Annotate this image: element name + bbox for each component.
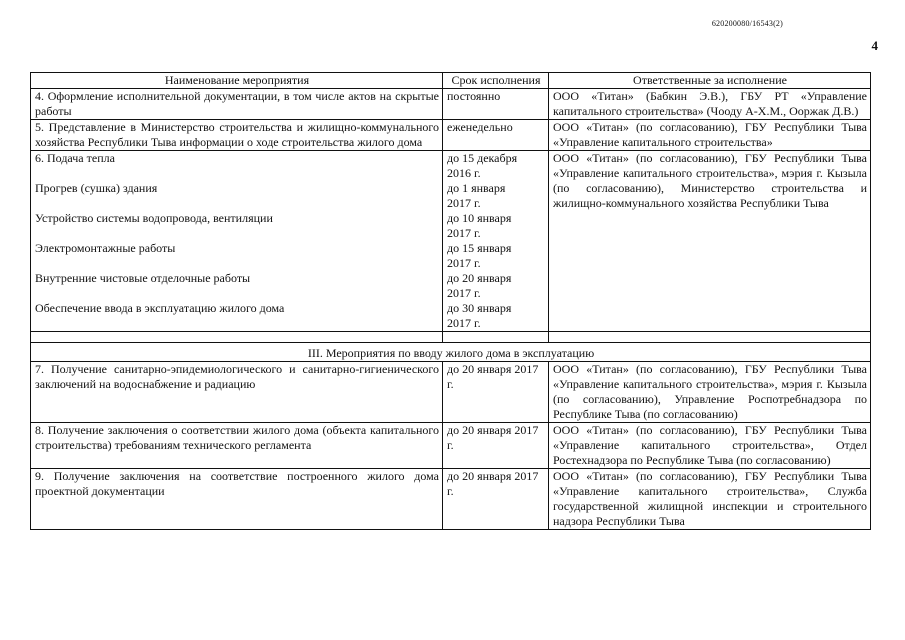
page-number: 4 — [871, 38, 878, 53]
measure-term: до 20 января — [447, 271, 512, 285]
measure-name: Электромонтажные работы — [35, 241, 176, 255]
column-header-responsible: Ответственные за исполнение — [549, 73, 871, 89]
measure-name: Прогрев (сушка) здания — [35, 181, 158, 195]
measure-responsible: ООО «Титан» (по согласованию), ГБУ Республики Тыва «Управление капитального строительства», Отдел Ростехнадзора по Республике Тыва (по согласованию) — [549, 423, 871, 469]
measure-term: до 30 января — [447, 301, 512, 315]
table-row — [31, 362, 871, 423]
section-heading: III. Мероприятия по вводу жилого дома в эксплуатацию — [31, 343, 871, 362]
measure-name: Обеспечение ввода в эксплуатацию жилого дома — [35, 301, 285, 315]
measure-name: Устройство системы водопровода, вентиляции — [35, 211, 273, 225]
measure-term: до 20 января 2017 г. — [443, 423, 549, 469]
spacer-row — [31, 332, 871, 343]
measure-name-list — [31, 151, 443, 332]
measure-term: постоянно — [443, 89, 549, 120]
table-row — [31, 469, 871, 530]
measure-responsible: ООО «Титан» (по согласованию), ГБУ Республики Тыва «Управление капитального строительства», Служба государственной жилищной инспекции и строительного надзора Республики Тыва — [549, 469, 871, 530]
measure-term: 2017 г. — [447, 286, 481, 300]
measure-term: 2017 г. — [447, 316, 481, 330]
measure-name: 6. Подача тепла — [35, 151, 115, 165]
measure-term: до 15 декабря — [447, 151, 518, 165]
measure-term: 2017 г. — [447, 256, 481, 270]
measures-table — [30, 72, 871, 530]
column-header-term: Срок исполнения — [443, 73, 549, 89]
spacer-cell — [549, 332, 871, 343]
measure-name: Внутренние чистовые отделочные работы — [35, 271, 251, 285]
table-row — [31, 120, 871, 151]
measure-name: 5. Представление в Министерство строительства и жилищно-коммунального хозяйства Республики Тыва информации о ходе строительства жилого дома — [31, 120, 443, 151]
measure-responsible: ООО «Титан» (по согласованию), ГБУ Республики Тыва «Управление капитального строительства», мэрия г. Кызыла (по согласованию), Министерство строительства и жилищно-коммунального хозяйства Республики Тыва — [549, 151, 871, 332]
measure-term: до 15 января — [447, 241, 512, 255]
measure-responsible: ООО «Титан» (по согласованию), ГБУ Республики Тыва «Управление капитального строительства» — [549, 120, 871, 151]
measure-term: до 1 января — [447, 181, 506, 195]
measure-term: до 10 января — [447, 211, 512, 225]
spacer-cell — [31, 332, 443, 343]
measure-name: 9. Получение заключения на соответствие построенного жилого дома проектной документации — [31, 469, 443, 530]
table-header-row — [31, 73, 871, 89]
table-row — [31, 89, 871, 120]
document-number: 620200080/16543(2) — [711, 19, 783, 28]
table-row — [31, 151, 871, 332]
measure-name: 4. Оформление исполнительной документации, в том числе актов на скрытые работы — [31, 89, 443, 120]
spacer-cell — [443, 332, 549, 343]
measure-responsible: ООО «Титан» (Бабкин Э.В.), ГБУ РТ «Управление капитального строительства» (Чооду А-Х.М., Ооржак Д.В.) — [549, 89, 871, 120]
measure-name: 8. Получение заключения о соответствии жилого дома (объекта капитального строительства) требованиям технического регламента — [31, 423, 443, 469]
column-header-name: Наименование мероприятия — [31, 73, 443, 89]
measure-term: 2017 г. — [447, 196, 481, 210]
measure-term: до 20 января 2017 г. — [443, 362, 549, 423]
measure-term: еженедельно — [443, 120, 549, 151]
measure-term: 2017 г. — [447, 226, 481, 240]
measure-term-list — [443, 151, 549, 332]
measure-responsible: ООО «Титан» (по согласованию), ГБУ Республики Тыва «Управление капитального строительства», мэрия г. Кызыла (по согласованию), Управление Роспотребнадзора по Республике Тыва (по согласованию) — [549, 362, 871, 423]
measure-name: 7. Получение санитарно-эпидемиологического и санитарно-гигиенического заключений на водоснабжение и радиацию — [31, 362, 443, 423]
section-heading-row — [31, 343, 871, 362]
measure-term: до 20 января 2017 г. — [443, 469, 549, 530]
measure-term: 2016 г. — [447, 166, 481, 180]
table-row — [31, 423, 871, 469]
